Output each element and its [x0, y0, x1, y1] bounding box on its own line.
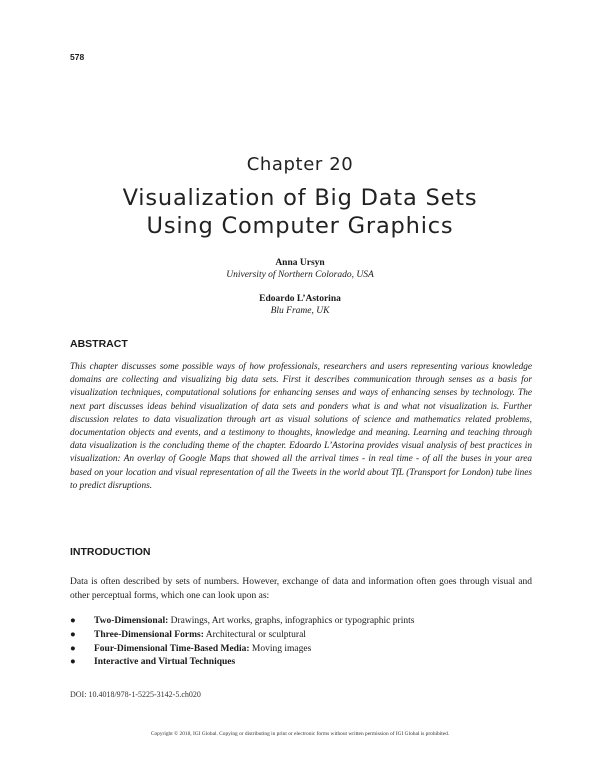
abstract-heading: ABSTRACT — [70, 338, 128, 350]
bullet-icon: ● — [70, 657, 76, 668]
author-affiliation: Blu Frame, UK — [270, 306, 330, 316]
author-name: Anna Ursyn — [275, 258, 325, 268]
author-name: Edoardo L’Astorina — [259, 294, 341, 304]
chapter-title-line-1: Visualization of Big Data Sets — [122, 185, 478, 211]
author-block — [0, 257, 600, 281]
list-item-term: Four-Dimensional Time-Based Media: — [94, 643, 250, 654]
author-block — [0, 293, 600, 317]
author-affiliation: University of Northern Colorado, USA — [226, 270, 374, 280]
list-item-term: Three-Dimensional Forms: — [94, 629, 204, 640]
page-number: 578 — [70, 52, 85, 62]
introduction-heading: INTRODUCTION — [70, 546, 151, 558]
list-item-description: Drawings, Art works, graphs, infographics or typographic prints — [168, 616, 415, 626]
chapter-title-line-2: Using Computer Graphics — [146, 213, 454, 239]
chapter-label: Chapter 20 — [246, 154, 354, 175]
list-item-description: Architectural or sculptural — [203, 629, 306, 640]
list-item-term: Interactive and Virtual Techniques — [94, 657, 236, 668]
copyright-notice: Copyright © 2018, IGI Global. Copying or distributing in print or electronic forms without written permission of IGI Global is prohibited. — [150, 731, 450, 737]
bullet-icon: ● — [70, 629, 76, 640]
bullet-icon: ● — [70, 616, 76, 626]
bullet-icon: ● — [70, 643, 76, 654]
doi: DOI: 10.4018/978-1-5225-3142-5.ch020 — [70, 690, 201, 699]
list-item-description: Moving images — [249, 643, 312, 654]
list-item — [70, 615, 540, 629]
list-item — [70, 643, 540, 657]
chapter-title — [40, 184, 560, 240]
list-item-term: Two-Dimensional: — [94, 616, 169, 626]
list-item — [70, 656, 540, 670]
abstract-text: This chapter discusses some possible ways of how professionals, researchers and users representing various knowledge domains are collecting and visualizing big data sets. First it describes communication through senses as a basis for visualization techniques, computational solutions for enhancing senses and ways of enhancing senses by technology. The next part discusses ideas behind visualization of data sets and ponders what is and what not visualization is. Further discussion relates to data visualization through art as visual solutions of science and mathematics related problems, documentation objects and events, and a testimony to thoughts, knowledge and meaning. Learning and teaching through data visualization is the concluding theme of the chapter. Edoardo L’Astorina provides visual analysis of best practices in visualization: An overlay of Google Maps that showed all the arrival times - in real time - of all the buses in your area based on your location and visual representation of all the Tweets in the world about TfL (Transport for London) tube lines to predict disruptions. — [70, 362, 532, 491]
perceptual-forms-list — [70, 615, 540, 670]
list-item — [70, 629, 540, 643]
introduction-text: Data is often described by sets of numbers. However, exchange of data and information often goes through visual and other perceptual forms, which one can look upon as: — [70, 577, 532, 601]
